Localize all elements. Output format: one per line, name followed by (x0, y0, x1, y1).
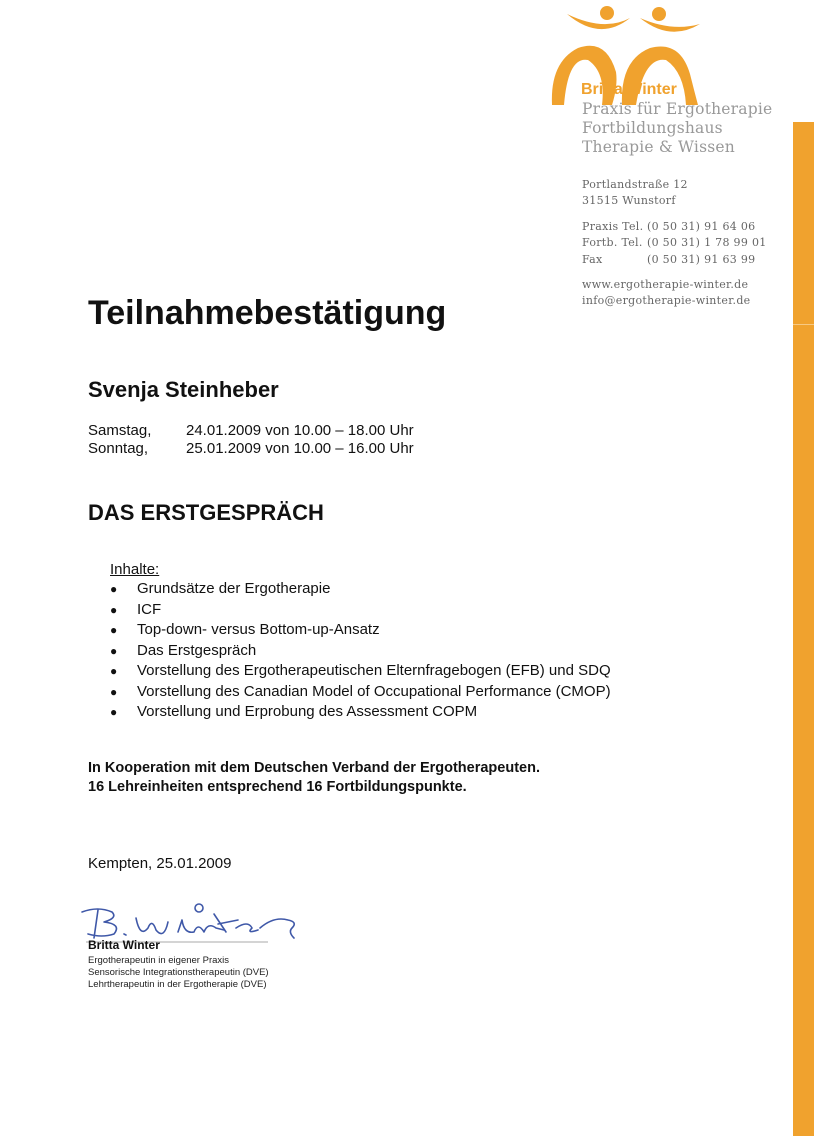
list-item (110, 600, 611, 621)
list-item (110, 702, 611, 723)
email-link[interactable]: info@ergotherapie-winter.de (582, 294, 751, 307)
bullet-icon: ● (110, 582, 118, 596)
address-street: Portlandstraße 12 (582, 178, 688, 191)
stripe-fold-mark (793, 324, 814, 325)
list-item-text: Das Erstgespräch (137, 641, 257, 659)
list-item-text: Vorstellung des Canadian Model of Occupational Performance (CMOP) (137, 682, 611, 700)
list-item (110, 620, 611, 641)
date-day: Samstag, (88, 422, 152, 439)
phone-training-value: (0 50 31) 1 78 99 01 (647, 236, 767, 249)
date-detail: 24.01.2009 von 10.00 – 18.00 Uhr (186, 422, 414, 439)
cooperation-line: In Kooperation mit dem Deutschen Verband der Ergotherapeuten. (88, 760, 540, 776)
signatory-title: Sensorische Integrationstherapeutin (DVE) (88, 967, 269, 978)
place-date: Kempten, 25.01.2009 (88, 855, 232, 872)
brand-name: Britta Winter (581, 81, 677, 98)
phone-practice-label: Praxis Tel. (582, 220, 644, 233)
orange-side-stripe (793, 122, 814, 1136)
date-row-saturday (88, 422, 414, 439)
list-item-text: Grundsätze der Ergotherapie (137, 580, 331, 597)
fax (582, 253, 755, 266)
bullet-icon: ● (110, 623, 118, 637)
brand-line-motto: Therapie & Wissen (582, 138, 735, 156)
credit-points-line: 16 Lehreinheiten entsprechend 16 Fortbildungspunkte. (88, 779, 467, 795)
bullet-icon: ● (110, 705, 118, 719)
recipient-name: Svenja Steinheber (88, 377, 279, 402)
date-row-sunday (88, 440, 414, 457)
brand-line-practice: Praxis für Ergotherapie (582, 100, 773, 118)
list-item-text: ICF (137, 600, 162, 618)
list-item-text: Vorstellung und Erprobung des Assessment COPM (137, 703, 478, 720)
phone-practice (582, 220, 755, 233)
bullet-icon: ● (110, 684, 118, 699)
bullet-icon: ● (110, 664, 118, 678)
brand-line-training: Fortbildungshaus (582, 119, 723, 137)
list-item (110, 579, 611, 600)
list-item-text: Top-down- versus Bottom-up-Ansatz (137, 621, 380, 638)
fax-value: (0 50 31) 91 63 99 (647, 253, 756, 266)
page-title: Teilnahmebestätigung (88, 294, 447, 332)
phone-practice-value: (0 50 31) 91 64 06 (647, 220, 756, 233)
bullet-icon: ● (110, 602, 118, 617)
list-item (110, 641, 611, 662)
list-item-text: Vorstellung des Ergotherapeutischen Elternfragebogen (EFB) und SDQ (137, 662, 611, 679)
fax-label: Fax (582, 253, 603, 266)
website-link[interactable]: www.ergotherapie-winter.de (582, 278, 749, 291)
signatory-name: Britta Winter (88, 938, 160, 952)
phone-training-label: Fortb. Tel. (582, 236, 643, 249)
course-title: DAS ERSTGESPRÄCH (88, 500, 324, 525)
date-detail: 25.01.2009 von 10.00 – 16.00 Uhr (186, 440, 414, 457)
signatory-title: Lehrtherapeutin in der Ergotherapie (DVE) (88, 979, 267, 990)
address-city: 31515 Wunstorf (582, 194, 676, 207)
date-day: Sonntag, (88, 440, 149, 457)
list-item (110, 661, 611, 682)
phone-training (582, 236, 767, 249)
list-item (110, 682, 611, 703)
signatory-title: Ergotherapeutin in eigener Praxis (88, 955, 230, 966)
bullet-icon: ● (110, 643, 118, 658)
contents-list (110, 579, 611, 723)
contents-label: Inhalte: (110, 561, 160, 578)
